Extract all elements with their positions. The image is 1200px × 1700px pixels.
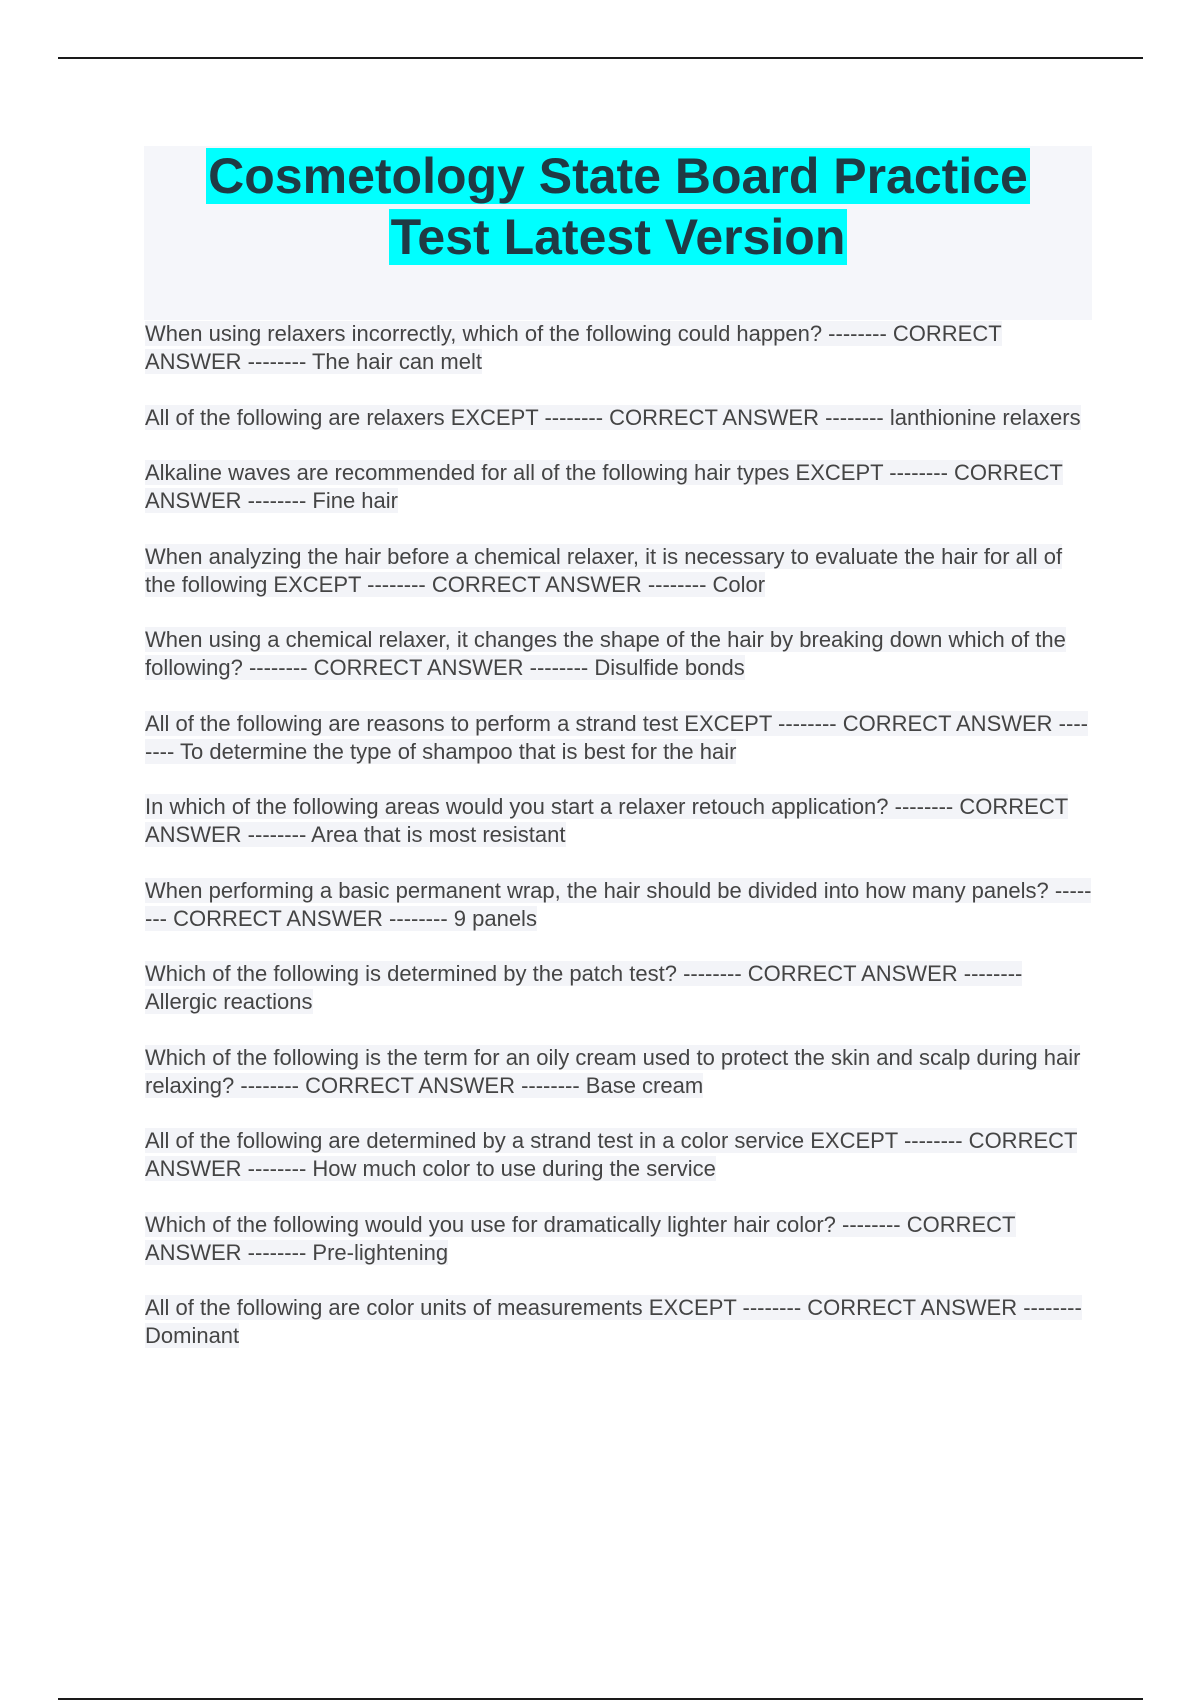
title-line-1: Cosmetology State Board Practice xyxy=(208,148,1028,204)
question-item: Which of the following would you use for dramatically lighter hair color? -------- CORRECT ANSWER -------- Pre-lightening xyxy=(145,1211,1016,1265)
title-line-2: Test Latest Version xyxy=(390,209,846,265)
question-item: Which of the following is the term for an oily cream used to protect the skin and scalp during hair relaxing? -------- CORRECT ANSWER -------- Base cream xyxy=(145,1044,1081,1098)
question-item: When analyzing the hair before a chemical relaxer, it is necessary to evaluate the hair for all of the following EXCEPT -------- CORRECT ANSWER -------- Color xyxy=(145,543,1063,597)
header-rule xyxy=(58,57,1143,59)
question-item: Which of the following is determined by the patch test? -------- CORRECT ANSWER -------- Allergic reactions xyxy=(145,961,1023,1014)
question-item: In which of the following areas would you start a relaxer retouch application? -------- CORRECT ANSWER -------- Area that is most resistant xyxy=(145,794,1069,847)
question-item: Alkaline waves are recommended for all of the following hair types EXCEPT -------- CORRECT ANSWER -------- Fine hair xyxy=(145,460,1063,513)
question-item: All of the following are color units of measurements EXCEPT -------- CORRECT ANSWER -------- Dominant xyxy=(145,1295,1082,1348)
question-item: When using a chemical relaxer, it changes the shape of the hair by breaking down which of the following? -------- CORRECT ANSWER -------- Disulfide bonds xyxy=(145,627,1066,680)
question-list xyxy=(145,320,1095,1378)
document-title xyxy=(144,146,1092,268)
question-item: When performing a basic permanent wrap, the hair should be divided into how many panels? -------- CORRECT ANSWER -------- 9 panels xyxy=(145,877,1092,931)
title-block xyxy=(144,146,1092,320)
question-item: All of the following are reasons to perform a strand test EXCEPT -------- CORRECT ANSWER -------- To determine the type of shampoo that is best for the hair xyxy=(145,710,1088,764)
question-item: All of the following are relaxers EXCEPT -------- CORRECT ANSWER -------- lanthionine relaxers xyxy=(145,404,1081,430)
question-item: All of the following are determined by a strand test in a color service EXCEPT -------- CORRECT ANSWER -------- How much color to use during the service xyxy=(145,1128,1078,1181)
question-item: When using relaxers incorrectly, which of the following could happen? -------- CORRECT ANSWER -------- The hair can melt xyxy=(145,321,1002,374)
